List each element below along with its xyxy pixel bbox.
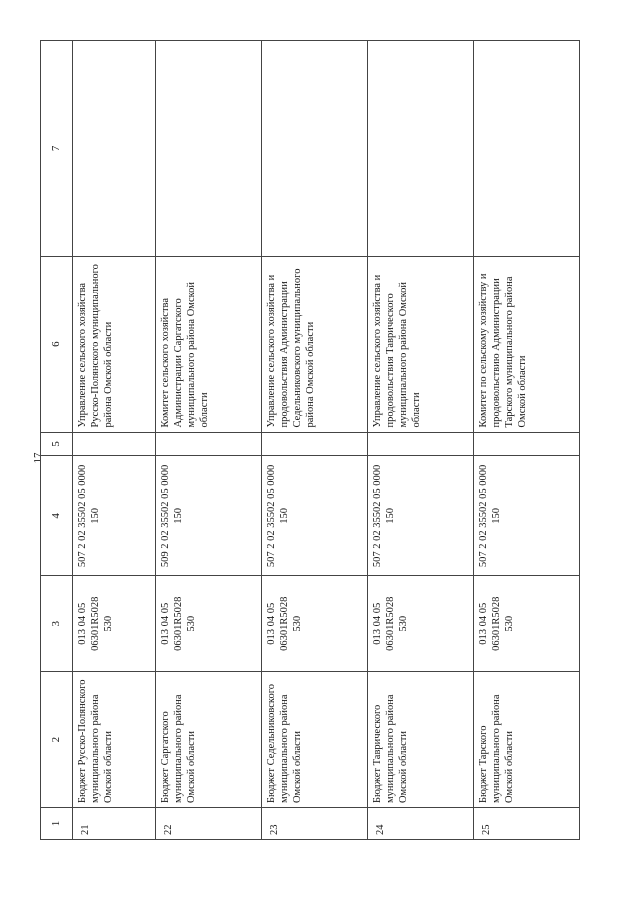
budget-cell: Бюджет Седельниковского муниципального района Омской области [261,672,367,808]
header-row [41,41,73,840]
revenue-code [261,456,367,576]
budget-classification-code [367,576,473,672]
table-row [473,41,579,840]
organization-cell: Управление сельского хозяйства и продовольствия Таврического муниципального района Омской области [367,256,473,432]
column-7-cell [367,41,473,257]
column-7-cell [261,41,367,257]
header-cell: 7 [41,41,73,257]
table-row [155,41,261,840]
row-number: 24 [367,808,473,840]
organization-cell: Управление сельского хозяйства и продовольствия Администрации Седельниковского муниципального района Омской области [261,256,367,432]
budget-cell: Бюджет Тарского муниципального района Омской области [473,672,579,808]
budget-cell: Бюджет Саргатского муниципального района Омской области [155,672,261,808]
column-5-cell [73,432,156,456]
table-row [367,41,473,840]
header-cell: 4 [41,456,73,576]
column-7-cell [73,41,156,257]
code-text: 509 2 02 35502 05 0000 150 [159,464,184,568]
revenue-code [73,456,156,576]
code-text: 507 2 02 35502 05 0000 150 [77,464,102,568]
revenue-code [155,456,261,576]
rotated-table-container [40,40,580,840]
column-5-cell [367,432,473,456]
code-text: 013 04 05 06301R5028 530 [477,596,515,651]
code-text: 507 2 02 35502 05 0000 150 [371,464,396,568]
budget-cell: Бюджет Русско-Полянского муниципального района Омской области [73,672,156,808]
revenue-code [367,456,473,576]
table-row [261,41,367,840]
organization-cell: Управление сельского хозяйства Русско-Полянского муниципального района Омской области [73,256,156,432]
budget-classification-code [261,576,367,672]
organization-cell: Комитет по сельскому хозяйству и продовольствию Администрации Тарского муниципального района Омской области [473,256,579,432]
budget-classification-code [73,576,156,672]
header-cell: 6 [41,256,73,432]
table-row [73,41,156,840]
budget-classification-code [473,576,579,672]
row-number: 22 [155,808,261,840]
organization-cell: Комитет сельского хозяйства Администрации Саргатского муниципального района Омской области [155,256,261,432]
code-text: 507 2 02 35502 05 0000 150 [265,464,290,568]
budget-cell: Бюджет Таврического муниципального района Омской области [367,672,473,808]
row-number: 23 [261,808,367,840]
header-cell: 5 [41,432,73,456]
column-5-cell [261,432,367,456]
column-7-cell [155,41,261,257]
row-number: 21 [73,808,156,840]
code-text: 013 04 05 06301R5028 530 [265,596,303,651]
budget-classification-code [155,576,261,672]
code-text: 507 2 02 35502 05 0000 150 [477,464,502,568]
column-7-cell [473,41,579,257]
header-cell: 2 [41,672,73,808]
column-5-cell [473,432,579,456]
code-text: 013 04 05 06301R5028 530 [371,596,409,651]
revenue-code [473,456,579,576]
page-number: 17 [32,452,44,464]
code-text: 013 04 05 06301R5028 530 [77,596,115,651]
subsidy-table [40,40,580,840]
header-cell: 1 [41,808,73,840]
column-5-cell [155,432,261,456]
row-number: 25 [473,808,579,840]
code-text: 013 04 05 06301R5028 530 [159,596,197,651]
header-cell: 3 [41,576,73,672]
